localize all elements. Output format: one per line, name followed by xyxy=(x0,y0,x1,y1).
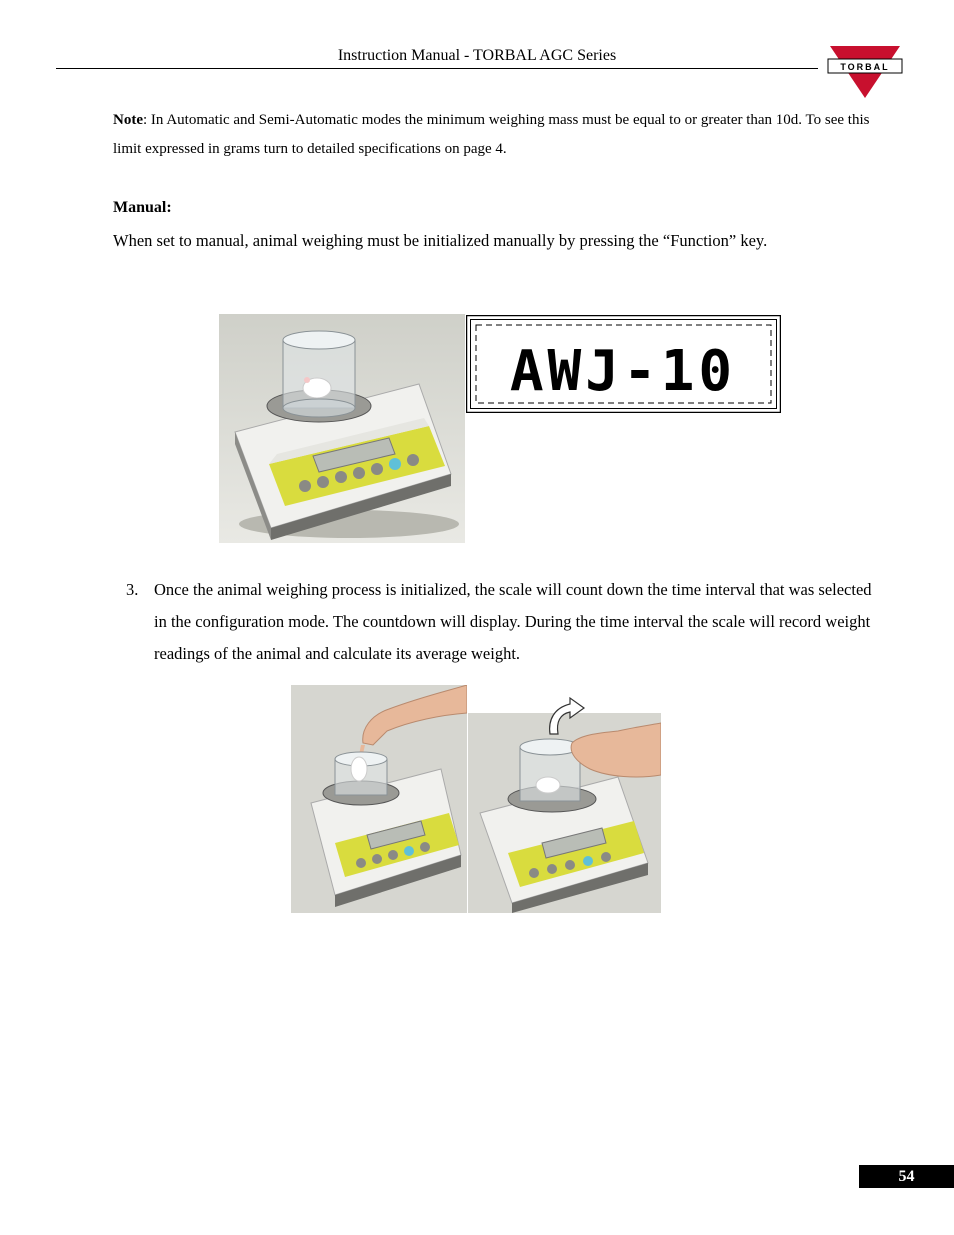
lcd-readout: AWJ-10 xyxy=(509,339,737,404)
scale-photo-manual xyxy=(219,314,465,543)
lcd-display-enlargement xyxy=(466,315,781,413)
step-3 xyxy=(126,574,886,670)
logo-text: TORBAL xyxy=(840,62,890,72)
header-title: Instruction Manual - TORBAL AGC Series xyxy=(337,47,617,64)
note-paragraph xyxy=(113,106,883,164)
scale-photo-placing xyxy=(291,685,467,913)
step-text: Once the animal weighing process is initialized, the scale will count down the time interval that was selected in the configuration mode. The countdown will display. During the time interval the scale will record weight readings of the animal and calculate its average weight. xyxy=(154,580,872,663)
manual-heading: Manual: xyxy=(113,199,172,216)
torbal-logo xyxy=(826,44,904,100)
note-label: Note xyxy=(113,112,143,128)
curved-arrow-icon xyxy=(540,692,590,736)
header-rule xyxy=(56,68,818,69)
note-text: : In Automatic and Semi-Automatic modes the minimum weighing mass must be equal to or greater than 10d. To see this limit expressed in grams turn to detailed specifications on page 4. xyxy=(113,112,870,157)
step-number: 3. xyxy=(126,580,139,599)
manual-text: When set to manual, animal weighing must be initialized manually by pressing the “Function” key. xyxy=(113,231,768,250)
page-number: 54 xyxy=(859,1165,954,1188)
scale-photo-covering xyxy=(468,713,661,913)
